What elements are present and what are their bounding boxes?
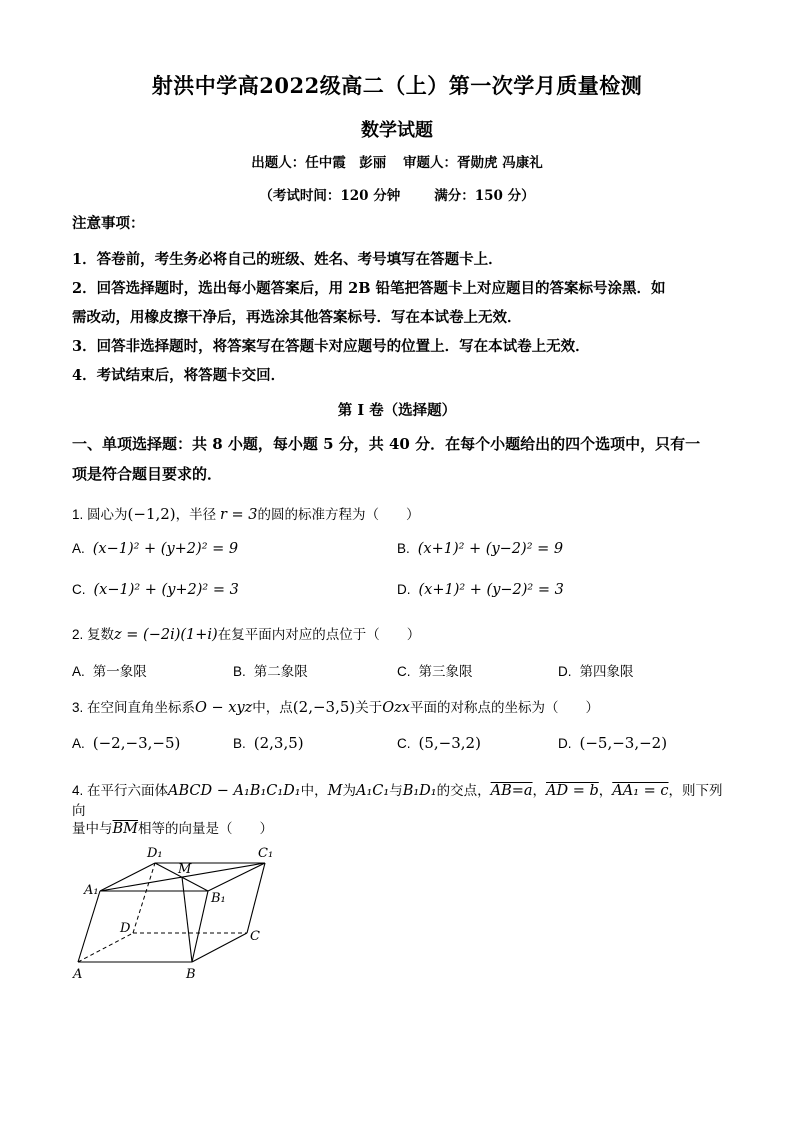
exam-subtitle: 数学试题 [361,120,433,141]
question-1-option-a: A. (x−1)² + (y+2)² = 9 [72,541,239,557]
question-3-stem: 3. 在空间直角坐标系O − xyz中，点(2,−3,5)关于Ozx平面的对称点的坐标为（ ） [72,698,599,716]
authors-line [0,151,794,171]
notice-item: 3．回答非选择题时，将答案写在答题卡对应题号的位置上．写在本试卷上无效． [72,338,590,355]
exam-time: （考试时间：120 分钟 [259,188,401,204]
label-a1: A₁ [84,883,99,898]
question-4-stem-line2: 量中与$\overline{BM}$相等的向量是（ ） [72,821,274,837]
question-4-stem: 4. 在平行六面体ABCD − A₁B₁C₁D₁中，M为A₁C₁与B₁D₁的交点，AB=a，AD = b，AA₁ = c，则下列向 [72,783,723,818]
notice-item: 4．考试结束后，将答题卡交回． [72,367,286,384]
edge-b-b1 [192,891,208,962]
setters: 出题人：任中霞 彭丽 [251,155,387,171]
exam-info [0,184,794,204]
label-c1: C₁ [258,846,274,861]
part-title: 第 I 卷（选择题） [337,402,457,419]
question-3-option-c: C. (5,−3,2) [397,734,481,752]
question-2-option-b: B. 第二象限 [233,664,308,679]
edge-c-c1 [247,863,265,933]
notice-item: 需改动，用橡皮擦干净后，再选涂其他答案标号．写在本试卷上无效． [72,309,522,326]
hidden-edge-d-d1 [133,863,155,933]
question-3-option-a: A. (−2,−3,−5) [72,734,181,752]
label-m: M [178,862,192,877]
hidden-edge-a-d [78,933,133,962]
question-1-option-d: D. (x+1)² + (y−2)² = 3 [397,582,564,598]
exam-score: 满分：150 分） [434,188,535,204]
question-1-stem: 1. 圆心为(−1,2)，半径 r = 3的圆的标准方程为（ ） [72,505,420,523]
label-b: B [186,967,196,982]
section-heading: 一、单项选择题：共 8 小题，每小题 5 分，共 40 分．在每个小题给出的四个选项中，只有一 项是符合题目要求的． [72,435,701,483]
question-3-option-d: D. (−5,−3,−2) [558,734,668,752]
question-2-option-c: C. 第三象限 [397,664,473,679]
label-d1: D₁ [147,846,163,861]
label-d: D [120,921,131,936]
question-1-option-b: B. (x+1)² + (y−2)² = 9 [397,541,564,557]
edge-b-c [192,933,247,962]
question-1-option-c: C. (x−1)² + (y+2)² = 3 [72,582,239,598]
question-3-option-b: B. (2,3,5) [233,734,304,752]
edge-c1-b1 [208,863,265,891]
segment-b-m [182,877,192,962]
label-b1: B₁ [211,891,226,906]
notice-title: 注意事项： [72,215,145,232]
notice-item: 1．答卷前，考生务必将自己的班级、姓名、考号填写在答题卡上． [72,251,503,268]
reviewers: 审题人：胥勋虎 冯康礼 [403,155,543,171]
exam-title: 射洪中学高2022级高二（上）第一次学月质量检测 [151,73,643,98]
label-c: C [250,929,260,944]
label-a: A [73,967,83,982]
parallelepiped-figure [70,840,290,985]
notice-block [72,214,732,390]
question-2-stem: 2. 复数z = (−2i)(1+i)在复平面内对应的点位于（ ） [72,627,421,643]
edge-a-a1 [78,891,100,962]
question-2-option-a: A. 第一象限 [72,664,147,679]
question-2-option-d: D. 第四象限 [558,664,634,679]
notice-item: 2．回答选择题时，选出每小题答案后，用 2B 铅笔把答题卡上对应题目的答案标号涂黑．如 [72,280,666,297]
